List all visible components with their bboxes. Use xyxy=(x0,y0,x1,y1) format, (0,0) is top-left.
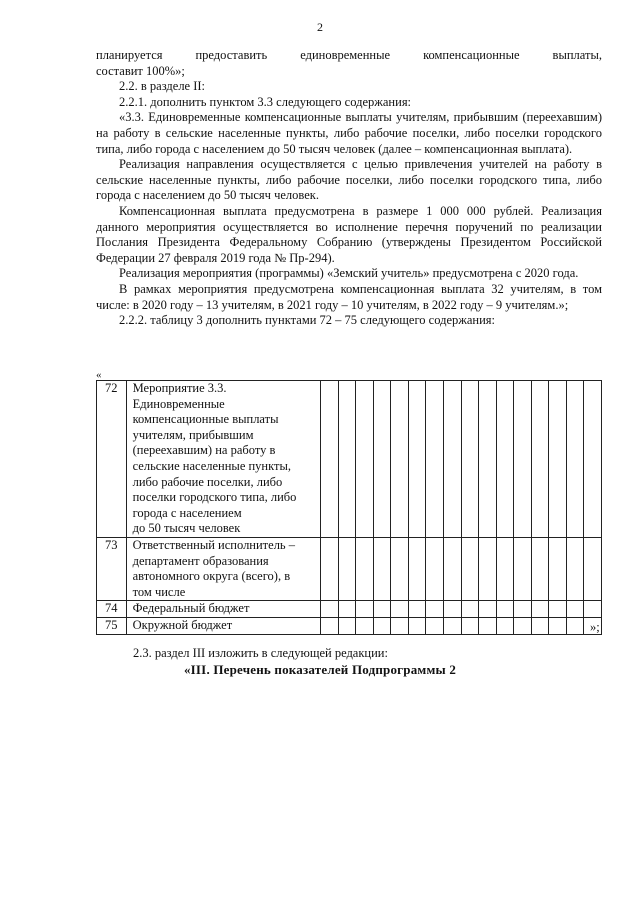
paragraph: «3.3. Единовременные компенсационные выплаты учителям, прибывшим (переехавшим) на работу в сельские населенные пункты, либо рабочие поселки, либо поселки городского типа, либо города с населением до 50 тысяч человек (далее – компенсационная выплата). xyxy=(96,110,602,156)
description-line: Мероприятие 3.3. xyxy=(132,381,227,395)
empty-cell xyxy=(514,601,532,618)
description-line: автономного округа (всего), в xyxy=(132,569,291,584)
description-line: учителям, прибывшим xyxy=(132,427,254,442)
table-row xyxy=(97,617,602,634)
empty-cell xyxy=(373,617,391,634)
row-number: 73 xyxy=(97,537,127,600)
description-line: Ответственный исполнитель – xyxy=(132,537,296,552)
empty-cell xyxy=(461,601,479,618)
paragraph: В рамках мероприятия предусмотрена компенсационная выплата 32 учителям, в том числе: в 2020 году – 13 учителям, в 2021 году – 10 учителям, в 2022 году – 9 учителям.»; xyxy=(96,281,602,312)
empty-cell xyxy=(356,381,374,538)
empty-cell xyxy=(373,601,391,618)
empty-cell xyxy=(443,381,461,538)
empty-cell xyxy=(373,381,391,538)
empty-cell xyxy=(584,601,602,618)
empty-cell xyxy=(321,601,339,618)
empty-cell xyxy=(426,381,444,538)
empty-cell xyxy=(549,537,567,600)
empty-cell xyxy=(338,601,356,618)
row-number: 72 xyxy=(97,381,127,538)
paragraph: составит 100%»; xyxy=(96,63,185,78)
empty-cell xyxy=(461,617,479,634)
empty-cell xyxy=(391,537,409,600)
row-number: 75 xyxy=(97,617,127,634)
amendment-table xyxy=(96,380,602,635)
description-line: Федеральный бюджет xyxy=(132,601,250,616)
page-number: 2 xyxy=(317,20,323,34)
empty-cell xyxy=(566,381,584,538)
table-row xyxy=(97,537,602,600)
description-line: департамент образования xyxy=(132,553,269,568)
description-line: либо рабочие поселки, либо xyxy=(132,474,283,489)
empty-cell xyxy=(549,381,567,538)
empty-cell xyxy=(426,617,444,634)
paragraph: 2.2.1. дополнить пунктом 3.3 следующего содержания: xyxy=(119,94,412,109)
empty-cell xyxy=(356,537,374,600)
paragraph: 2.2.2. таблицу 3 дополнить пунктами 72 – 75 следующего содержания: xyxy=(119,313,496,328)
table-row xyxy=(97,601,602,618)
empty-cell xyxy=(461,381,479,538)
description-line: Окружной бюджет xyxy=(132,617,233,632)
empty-cell xyxy=(443,537,461,600)
empty-cell xyxy=(356,601,374,618)
empty-cell xyxy=(566,601,584,618)
empty-cell xyxy=(496,537,514,600)
description-line: поселки городского типа, либо xyxy=(132,490,297,505)
row-description xyxy=(126,617,321,634)
empty-cell xyxy=(496,617,514,634)
empty-cell xyxy=(373,537,391,600)
empty-cell xyxy=(479,601,497,618)
section-heading: «III. Перечень показателей Подпрограммы 2 xyxy=(183,662,457,677)
empty-cell xyxy=(391,381,409,538)
empty-cell xyxy=(426,537,444,600)
empty-cell xyxy=(496,381,514,538)
description-line: до 50 тысяч человек xyxy=(132,521,241,536)
row-description xyxy=(126,537,321,600)
empty-cell xyxy=(566,537,584,600)
description-line: Единовременные xyxy=(132,396,225,411)
empty-cell xyxy=(408,381,426,538)
row-number: 74 xyxy=(97,601,127,618)
empty-cell xyxy=(566,617,584,634)
empty-cell xyxy=(531,601,549,618)
empty-cell xyxy=(338,537,356,600)
empty-cell xyxy=(549,617,567,634)
empty-cell xyxy=(584,537,602,600)
empty-cell xyxy=(391,617,409,634)
empty-cell xyxy=(408,617,426,634)
empty-cell xyxy=(479,537,497,600)
section-2-3-text: 2.3. раздел III изложить в следующей редакции: xyxy=(133,646,388,660)
empty-cell xyxy=(321,617,339,634)
empty-cell xyxy=(338,617,356,634)
paragraph: Реализация мероприятия (программы) «Земский учитель» предусмотрена с 2020 года. xyxy=(119,266,579,281)
empty-cell xyxy=(479,381,497,538)
empty-cell xyxy=(531,617,549,634)
description-line: компенсационные выплаты xyxy=(132,412,279,427)
table-row xyxy=(97,381,602,538)
paragraph: 2.2. в разделе II: xyxy=(119,79,206,94)
empty-cell xyxy=(514,537,532,600)
empty-cell xyxy=(391,601,409,618)
empty-cell xyxy=(338,381,356,538)
paragraph: Компенсационная выплата предусмотрена в размере 1 000 000 рублей. Реализация данного мероприятия осуществляется во исполнение перечня поручений по реализации Послания Президента Федеральному Собранию (утверждены Президентом Российской Федерации 27 февраля 2019 года № Пр-294). xyxy=(96,203,602,265)
close-quote: »; xyxy=(590,620,600,634)
empty-cell xyxy=(443,617,461,634)
empty-cell xyxy=(461,537,479,600)
body-text xyxy=(96,48,602,329)
description-line: (переехавшим) на работу в xyxy=(132,443,276,458)
description-line: том числе xyxy=(132,584,186,599)
row-description xyxy=(126,381,321,538)
empty-cell xyxy=(408,601,426,618)
row-description xyxy=(126,601,321,618)
empty-cell xyxy=(514,617,532,634)
empty-cell xyxy=(584,381,602,538)
empty-cell xyxy=(356,617,374,634)
open-quote: « xyxy=(96,369,102,381)
empty-cell xyxy=(514,381,532,538)
description-line: города с населением xyxy=(132,505,242,520)
empty-cell xyxy=(321,537,339,600)
empty-cell xyxy=(531,381,549,538)
empty-cell xyxy=(531,537,549,600)
paragraph: Реализация направления осуществляется с целью привлечения учителей на работу в сельские населенные пункты, либо рабочие поселки, либо поселки городского типа, либо города с населением до 50 тысяч человек. xyxy=(96,157,602,203)
empty-cell xyxy=(549,601,567,618)
empty-cell xyxy=(408,537,426,600)
empty-cell xyxy=(426,601,444,618)
empty-cell xyxy=(321,381,339,538)
empty-cell xyxy=(479,617,497,634)
paragraph: планируется предоставить единовременные компенсационные выплаты, xyxy=(96,48,602,62)
description-line: сельские населенные пункты, xyxy=(132,458,292,473)
empty-cell xyxy=(443,601,461,618)
empty-cell xyxy=(496,601,514,618)
